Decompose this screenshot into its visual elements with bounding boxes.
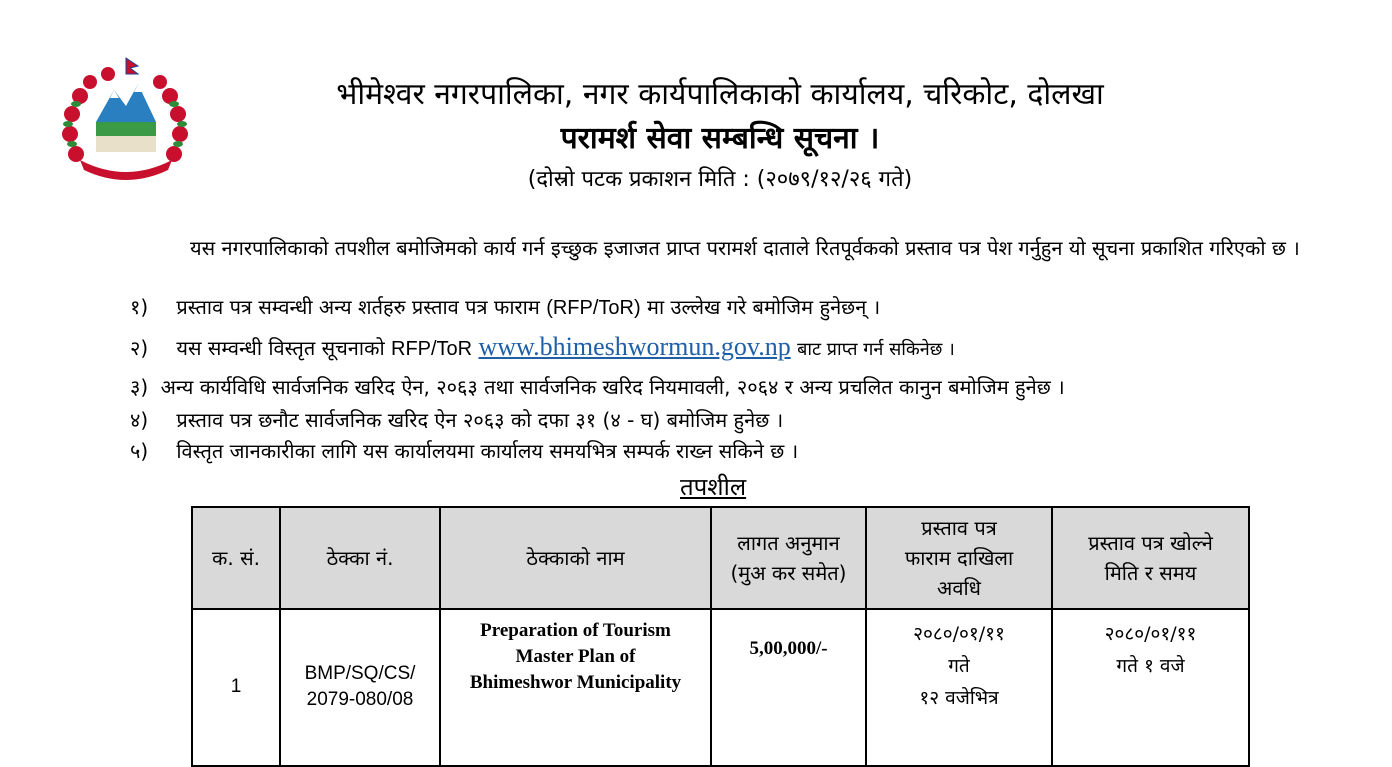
publication-date: (दोस्रो पटक प्रकाशन मिति : (२०७९/१२/२६ गते) (527, 167, 913, 192)
cell-line: गते (948, 655, 970, 677)
point-text: विस्तृत जानकारीका लागि यस कार्यालयमा कार्यालय समयभित्र सम्पर्क राख्न सकिने छ । (176, 439, 799, 463)
point-number: १) (130, 295, 149, 319)
point-5 (130, 437, 798, 464)
table-header-row (192, 507, 1249, 609)
cell-contract-no (280, 609, 440, 766)
cell-submission (866, 609, 1052, 766)
cell-opening (1052, 609, 1249, 766)
point-text: मा उल्लेख गरे बमोजिम हुनेछन् । (647, 295, 881, 319)
point-text: अन्य कार्यविधि सार्वजनिक खरिद ऐन, २०६३ तथा सार्वजनिक खरिद नियमावली, २०६४ र अन्य प्रचलित कानुन बमोजिम हुनेछ । (160, 375, 1065, 399)
cell-line: गते १ वजे (1116, 655, 1185, 677)
notice-title: परामर्श सेवा सम्बन्धि सूचना । (560, 121, 880, 156)
header-cost-line: लागत अनुमान (737, 531, 840, 555)
header-opening (1052, 507, 1249, 609)
point-latin: RFP/ToR (391, 338, 473, 360)
cell-sn: 1 (192, 609, 280, 766)
cell-line: Master Plan of (515, 646, 636, 667)
point-number: ५) (130, 439, 149, 463)
cell-line: २०८०/०१/११ (913, 623, 1005, 645)
point-number: ४) (130, 408, 149, 432)
table-row (192, 609, 1249, 766)
header-cost-line: (मुअ कर समेत) (730, 561, 847, 585)
header-submission-line: अवधि (937, 576, 981, 600)
cell-line: 2079-080/08 (306, 689, 414, 710)
header-sn: क. सं. (192, 507, 280, 609)
cell-contract-name (440, 609, 711, 766)
header-submission (866, 507, 1052, 609)
office-name: भीमेश्वर नगरपालिका, नगर कार्यपालिकाको कार्यालय, चरिकोट, दोलखा (336, 77, 1104, 112)
cell-line: BMP/SQ/CS/ (304, 663, 416, 684)
header-contract-name: ठेक्काको नाम (440, 507, 711, 609)
header-opening-line: प्रस्ताव पत्र खोल्ने (1088, 531, 1213, 555)
schedule-title: तपशील (680, 473, 747, 501)
point-text: बाट प्राप्त गर्न सकिनेछ । (797, 339, 955, 360)
point-number: ३) (130, 375, 149, 399)
header-submission-line: प्रस्ताव पत्र (921, 516, 997, 540)
point-text: प्रस्ताव पत्र सम्वन्धी अन्य शर्तहरु प्रस्ताव पत्र फाराम (176, 295, 540, 319)
header-submission-line: फाराम दाखिला (904, 546, 1014, 570)
point-1 (130, 293, 880, 320)
intro-paragraph: यस नगरपालिकाको तपशील बमोजिमको कार्य गर्न इच्छुक इजाजत प्राप्त परामर्श दाताले रितपूर्वकको प्रस्ताव पत्र पेश गर्नुहुन यो सूचना प्रकाशित गरिएको छ । (190, 236, 1300, 260)
website-link[interactable]: www.bhimeshwormun.gov.np (478, 332, 791, 361)
header-cost (711, 507, 866, 609)
cell-line: Bhimeshwor Municipality (469, 672, 682, 693)
cell-line: २०८०/०१/११ (1104, 623, 1197, 645)
point-4 (130, 406, 783, 433)
point-text: प्रस्ताव पत्र छनौट सार्वजनिक खरिद ऐन २०६३ को दफा ३१ (४ - घ) बमोजिम हुनेछ । (176, 408, 784, 432)
point-number: २) (130, 336, 149, 360)
header-opening-line: मिति र समय (1104, 561, 1197, 585)
point-3 (130, 373, 1065, 400)
cell-cost: 5,00,000/- (711, 609, 866, 766)
cell-line: १२ वजेभित्र (919, 687, 999, 709)
header-contract-no: ठेक्का नं. (280, 507, 440, 609)
nepal-government-emblem-icon (52, 56, 200, 184)
schedule-table (191, 506, 1250, 767)
point-latin: (RFP/ToR) (546, 297, 641, 319)
point-text: यस सम्वन्धी विस्तृत सूचनाको (176, 336, 385, 360)
point-2 (130, 332, 955, 362)
cell-line: Preparation of Tourism (480, 620, 671, 641)
